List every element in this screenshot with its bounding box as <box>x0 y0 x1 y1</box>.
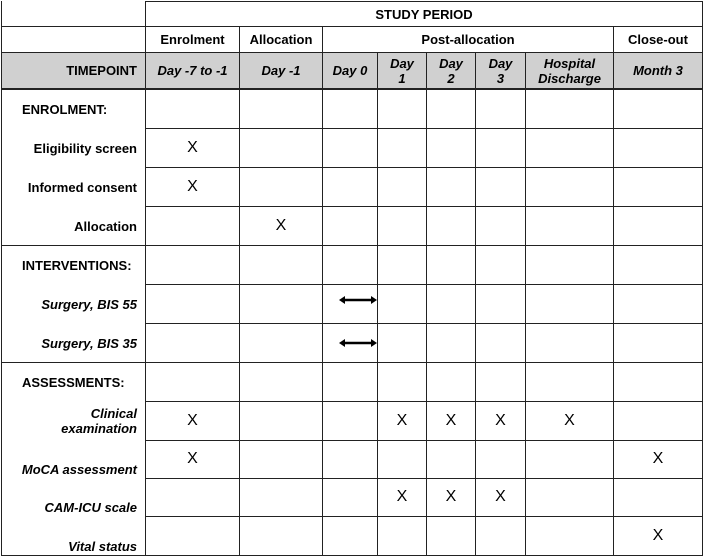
timepoint-label: TIMEPOINT <box>66 63 137 78</box>
timepoint-day0: Day 0 <box>332 63 368 78</box>
section-enrolment: ENROLMENT: <box>22 101 108 117</box>
timepoint-day-minus1: Day -1 <box>261 63 301 78</box>
row-surgery-bis55: Surgery, BIS 55 <box>41 296 137 312</box>
row-informed-consent: Informed consent <box>27 179 137 195</box>
mark-camicu-day3: X <box>495 488 506 505</box>
timepoint-hospital-discharge: Hospital Discharge <box>538 55 601 86</box>
mark-vital-month3: X <box>652 527 664 544</box>
mark-camicu-day2: X <box>445 488 457 505</box>
mark-allocation-day-minus1: X <box>275 217 287 234</box>
phase-allocation: Allocation <box>249 32 313 47</box>
mark-eligibility-day-minus7: X <box>187 139 198 156</box>
mark-clinical-day1: X <box>396 412 408 429</box>
row-eligibility-screen: Eligibility screen <box>33 140 137 156</box>
timepoint-month3: Month 3 <box>633 63 683 78</box>
row-moca-assessment: MoCA assessment <box>21 462 137 477</box>
mark-moca-month3: X <box>652 450 664 467</box>
row-vital-status: Vital status <box>68 539 137 554</box>
timepoint-day1: Day 1 <box>390 55 414 86</box>
mark-clinical-day3: X <box>495 412 506 429</box>
row-cam-icu-scale: CAM-ICU scale <box>44 500 137 515</box>
mark-clinical-discharge: X <box>564 412 575 429</box>
double-arrow-icon <box>338 292 378 308</box>
row-clinical-examination: Clinical examination <box>61 406 137 436</box>
timepoint-day3: Day 3 <box>488 55 513 86</box>
section-assessments: ASSESSMENTS: <box>22 374 125 390</box>
mark-camicu-day1: X <box>396 488 408 505</box>
phase-post-allocation: Post-allocation <box>421 32 515 47</box>
study-period-header: STUDY PERIOD <box>375 6 473 22</box>
timepoint-day2: Day 2 <box>439 55 463 86</box>
double-arrow-icon <box>338 335 378 351</box>
mark-clinical-day2: X <box>445 412 457 429</box>
section-interventions: INTERVENTIONS: <box>22 257 132 273</box>
timepoint-day-minus7: Day -7 to -1 <box>157 63 228 78</box>
phase-enrolment: Enrolment <box>160 32 225 47</box>
mark-consent-day-minus7: X <box>187 178 198 195</box>
row-allocation: Allocation <box>74 218 137 234</box>
mark-moca-day-minus7: X <box>187 450 198 467</box>
mark-clinical-day-minus7: X <box>187 412 198 429</box>
row-surgery-bis35: Surgery, BIS 35 <box>41 335 137 351</box>
phase-close-out: Close-out <box>628 32 688 47</box>
